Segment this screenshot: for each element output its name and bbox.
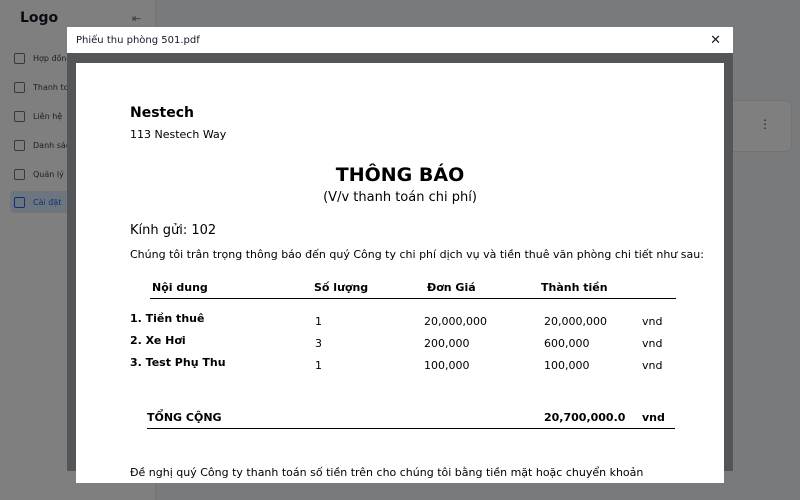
company-address: 113 Nestech Way: [130, 128, 227, 141]
greeting: Kính gửi: 102: [130, 223, 217, 238]
item-name: 1. Tiền thuê: [130, 312, 205, 325]
item-quantity: 1: [315, 315, 322, 328]
document-title: THÔNG BÁO: [335, 164, 465, 186]
item-quantity: 1: [315, 359, 322, 372]
column-header: Số lượng: [314, 281, 369, 294]
table-header-divider: [150, 298, 676, 299]
item-amount: 600,000: [544, 337, 590, 350]
document-subtitle: (V/v thanh toán chi phí): [323, 190, 477, 205]
item-price: 200,000: [424, 337, 470, 350]
item-name: 2. Xe Hơi: [130, 334, 186, 347]
total-divider: [147, 428, 675, 429]
footer-text: Đề nghị quý Công ty thanh toán số tiền trên cho chúng tôi bằng tiền mặt hoặc chuyển khoản: [130, 466, 644, 479]
item-name: 3. Test Phụ Thu: [130, 356, 226, 369]
intro-text: Chúng tôi trân trọng thông báo đến quý Công ty chi phí dịch vụ và tiền thuê văn phòng chi tiết như sau:: [130, 248, 704, 261]
pdf-page: [76, 63, 724, 483]
column-header: Đơn Giá: [427, 281, 476, 294]
item-unit: vnd: [642, 359, 663, 372]
modal-header: [67, 27, 733, 53]
column-header: Nội dung: [152, 281, 208, 294]
column-header: Thành tiền: [541, 281, 608, 294]
pdf-preview-modal: [67, 27, 733, 479]
item-quantity: 3: [315, 337, 322, 350]
pdf-viewer[interactable]: [67, 53, 733, 479]
item-price: 20,000,000: [424, 315, 487, 328]
total-label: TỔNG CỘNG: [147, 411, 222, 424]
company-name: Nestech: [130, 105, 194, 121]
item-price: 100,000: [424, 359, 470, 372]
item-unit: vnd: [642, 315, 663, 328]
close-icon[interactable]: ✕: [710, 32, 721, 48]
item-amount: 20,000,000: [544, 315, 607, 328]
modal-title: Phiếu thu phòng 501.pdf: [76, 34, 200, 46]
item-unit: vnd: [642, 337, 663, 350]
item-amount: 100,000: [544, 359, 590, 372]
total-unit: vnd: [642, 411, 665, 424]
total-value: 20,700,000.0: [544, 411, 626, 424]
